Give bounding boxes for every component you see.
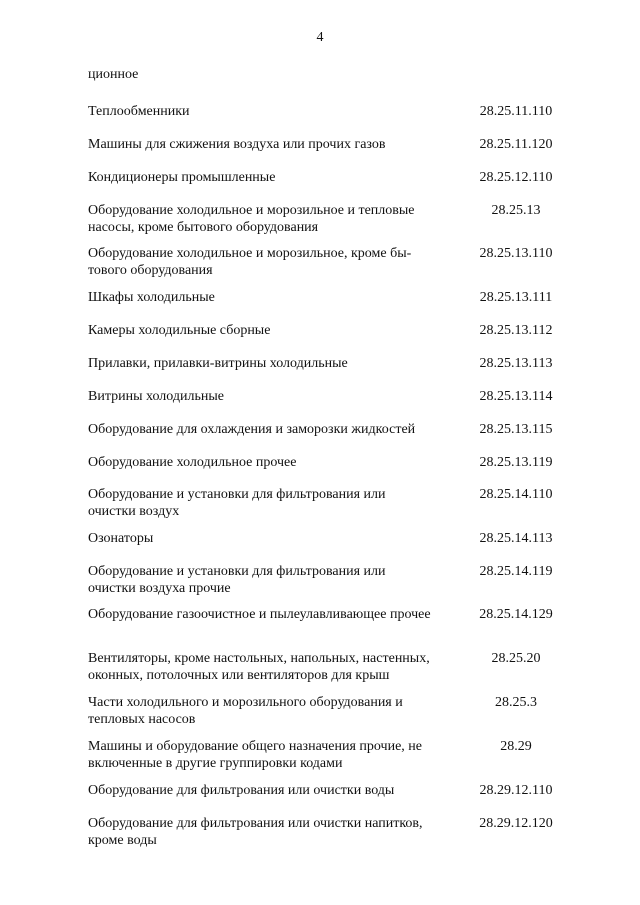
item-name: Витрины холодильные xyxy=(88,389,224,404)
item-code: 28.25.3 xyxy=(495,695,537,710)
item-code: 28.25.13.111 xyxy=(479,290,553,305)
item-name: Оборудование и установки для фильтрования или очистки воздуха прочие xyxy=(88,564,386,596)
item-name: Вентиляторы, кроме настольных, напольных, настенных, оконных, потолочных или вентиляторов для крыш xyxy=(88,651,430,683)
item-code: 28.25.13.110 xyxy=(479,246,553,261)
item-name: Оборудование и установки для фильтрования или очистки воздух xyxy=(88,487,386,519)
item-name: Камеры холодильные сборные xyxy=(88,323,271,338)
item-code: 28.25.20 xyxy=(491,651,541,666)
continued-text: ционное xyxy=(88,67,139,82)
item-name: Машины для сжижения воздуха или прочих газов xyxy=(88,137,386,152)
item-code: 28.25.14.113 xyxy=(479,531,553,546)
item-name: Машины и оборудование общего назначения прочие, не включенные в другие группировки кодами xyxy=(88,739,422,771)
item-name: Оборудование холодильное прочее xyxy=(88,455,297,470)
item-code: 28.25.11.120 xyxy=(479,137,553,152)
item-code: 28.25.14.129 xyxy=(479,607,553,622)
item-name: Шкафы холодильные xyxy=(88,290,215,305)
item-code: 28.25.13 xyxy=(491,203,541,218)
item-name: Оборудование для фильтрования или очистки воды xyxy=(88,783,395,798)
item-name: Оборудование холодильное и морозильное и тепловые насосы, кроме бытового оборудования xyxy=(88,203,415,235)
item-code: 28.25.13.119 xyxy=(479,455,553,470)
item-code: 28.25.13.112 xyxy=(479,323,553,338)
item-code: 28.29.12.120 xyxy=(479,816,553,831)
item-code: 28.25.11.110 xyxy=(479,104,553,119)
item-code: 28.25.13.113 xyxy=(479,356,553,371)
item-name: Оборудование для охлаждения и заморозки жидкостей xyxy=(88,422,416,437)
item-name: Оборудование холодильное и морозильное, кроме бытового оборудования xyxy=(88,246,412,278)
item-code: 28.25.13.115 xyxy=(479,422,553,437)
item-code: 28.25.13.114 xyxy=(479,389,553,404)
item-name: Озонаторы xyxy=(88,531,154,546)
item-code: 28.29 xyxy=(500,739,532,754)
item-code: 28.25.14.110 xyxy=(479,487,553,502)
item-name: Оборудование газоочистное и пылеулавливающее прочее xyxy=(88,607,431,622)
page-number: 4 xyxy=(316,30,324,45)
item-name: Прилавки, прилавки-витрины холодильные xyxy=(88,356,348,371)
item-code: 28.25.12.110 xyxy=(479,170,553,185)
item-code: 28.25.14.119 xyxy=(479,564,553,579)
item-name: Оборудование для фильтрования или очистки напитков, кроме воды xyxy=(88,816,423,848)
item-name: Части холодильного и морозильного оборудования и тепловых насосов xyxy=(88,695,403,727)
item-name: Теплообменники xyxy=(88,104,190,119)
item-code: 28.29.12.110 xyxy=(479,783,553,798)
item-name: Кондиционеры промышленные xyxy=(88,170,276,185)
